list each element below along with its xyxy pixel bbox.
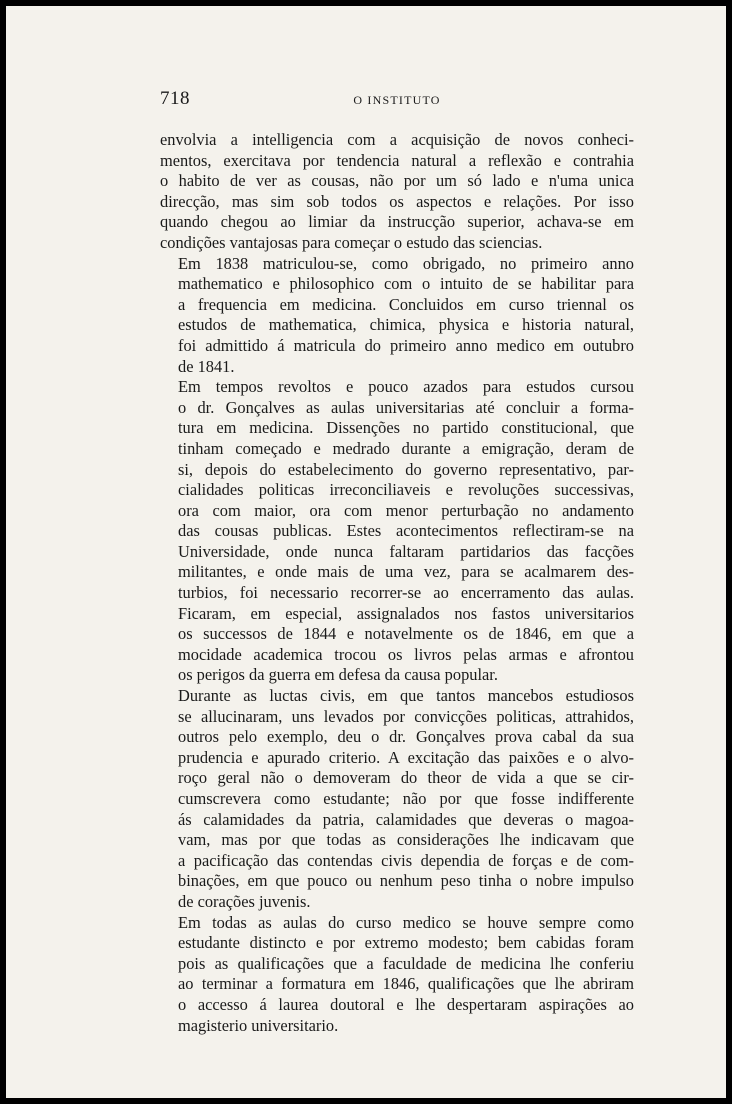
- text-line: magisterio universitario.: [178, 1015, 339, 1035]
- page-number: 718: [160, 88, 190, 109]
- text-line: ora com maior, ora com menor perturbação no andamento: [178, 500, 634, 520]
- text-line: si, depois do estabelecimento do governo representativo, par-: [178, 459, 634, 479]
- text-line: cialidades politicas irreconciliaveis e revoluções successivas,: [178, 480, 634, 500]
- text-line: de 1841.: [178, 356, 235, 376]
- text-line: cumscrevera como estudante; não por que fosse indifferente: [178, 789, 634, 808]
- text-line: binações, em que pouco ou nenhum peso tinha o nobre impulso: [178, 871, 634, 891]
- text-line: Universidade, onde nunca faltaram partidarios das facções: [178, 541, 634, 561]
- book-page: [6, 6, 726, 1098]
- text-line: Em todas as aulas do curso medico se houve sempre como: [178, 912, 634, 932]
- text-line: se allucinaram, uns levados por convicções politicas, attrahidos,: [178, 706, 634, 726]
- text-line: estudante distincto e por extremo modesto; bem cabidas foram: [178, 933, 634, 953]
- text-line: a pacificação das contendas civis dependia de forças e de com-: [178, 850, 634, 870]
- paragraph-4: [160, 686, 634, 913]
- text-line: direcção, mas sim sob todos os aspectos e relações. Por isso: [160, 191, 634, 211]
- text-line: mocidade academica trocou os livros pelas armas e afrontou: [178, 644, 634, 664]
- text-line: foi admittido á matricula do primeiro anno medico em outubro: [178, 335, 634, 355]
- running-title: O INSTITUTO: [353, 93, 441, 107]
- text-line: mentos, exercitava por tendencia natural a reflexão e contrahia: [160, 150, 634, 170]
- running-head: [160, 88, 634, 112]
- text-line: estudos de mathematica, chimica, physica e historia natural,: [178, 315, 634, 335]
- text-line: envolvia a intelligencia com a acquisição de novos conheci-: [160, 130, 634, 149]
- text-line: a frequencia em medicina. Concluidos em curso triennal os: [178, 294, 634, 314]
- text-line: prudencia e apurado criterio. A excitação das paixões e o alvo-: [178, 747, 634, 767]
- text-line: Durante as luctas civis, em que tantos mancebos estudiosos: [178, 686, 634, 706]
- paragraph-5: [160, 913, 634, 1037]
- paragraph-3: [160, 377, 634, 686]
- paragraph-2: [160, 254, 634, 378]
- text-line: condições vantajosas para começar o estudo das sciencias.: [160, 232, 543, 252]
- text-line: de corações juvenis.: [178, 891, 311, 911]
- text-block: [160, 88, 634, 1036]
- text-line: o dr. Gonçalves as aulas universitarias até concluir a forma-: [178, 397, 634, 417]
- text-line: pois as qualificações que a faculdade de medicina lhe conferiu: [178, 953, 634, 973]
- text-line: turbios, foi necessario recorrer-se ao encerramento das aulas.: [178, 583, 634, 603]
- text-line: ao terminar a formatura em 1846, qualificações que lhe abriram: [178, 974, 634, 994]
- text-line: quando chegou ao limiar da instrucção superior, achava-se em: [160, 212, 634, 232]
- text-line: militantes, e onde mais de uma vez, para se acalmarem des-: [178, 562, 634, 582]
- paragraph-1: [160, 130, 634, 254]
- text-line: vam, mas por que todas as considerações lhe indicavam que: [178, 830, 634, 850]
- text-line: tinham começado e medrado durante a emigração, deram de: [178, 438, 634, 458]
- text-line: mathematico e philosophico com o intuito de se habilitar para: [178, 274, 634, 294]
- text-line: o habito de ver as cousas, não por um só lado e n'uma unica: [160, 171, 634, 191]
- text-line: outros pelo exemplo, deu o dr. Gonçalves prova cabal da sua: [178, 727, 634, 747]
- text-line: os perigos da guerra em defesa da causa popular.: [178, 665, 498, 685]
- text-line: os successos de 1844 e notavelmente os de 1846, em que a: [178, 624, 634, 644]
- text-line: Ficaram, em especial, assignalados nos fastos universitarios: [178, 603, 634, 623]
- text-line: Em 1838 matriculou-se, como obrigado, no primeiro anno: [178, 253, 634, 273]
- text-line: Em tempos revoltos e pouco azados para estudos cursou: [178, 377, 634, 397]
- text-line: das cousas publicas. Estes acontecimentos reflectiram-se na: [178, 521, 634, 541]
- text-line: roço geral não o demoveram do theor de vida a que se cir-: [178, 768, 634, 788]
- text-line: tura em medicina. Dissenções no partido constitucional, que: [178, 418, 634, 438]
- text-line: o accesso á laurea doutoral e lhe despertaram aspirações ao: [178, 994, 634, 1014]
- text-line: ás calamidades da patria, calamidades que deveras o magoa-: [178, 809, 634, 829]
